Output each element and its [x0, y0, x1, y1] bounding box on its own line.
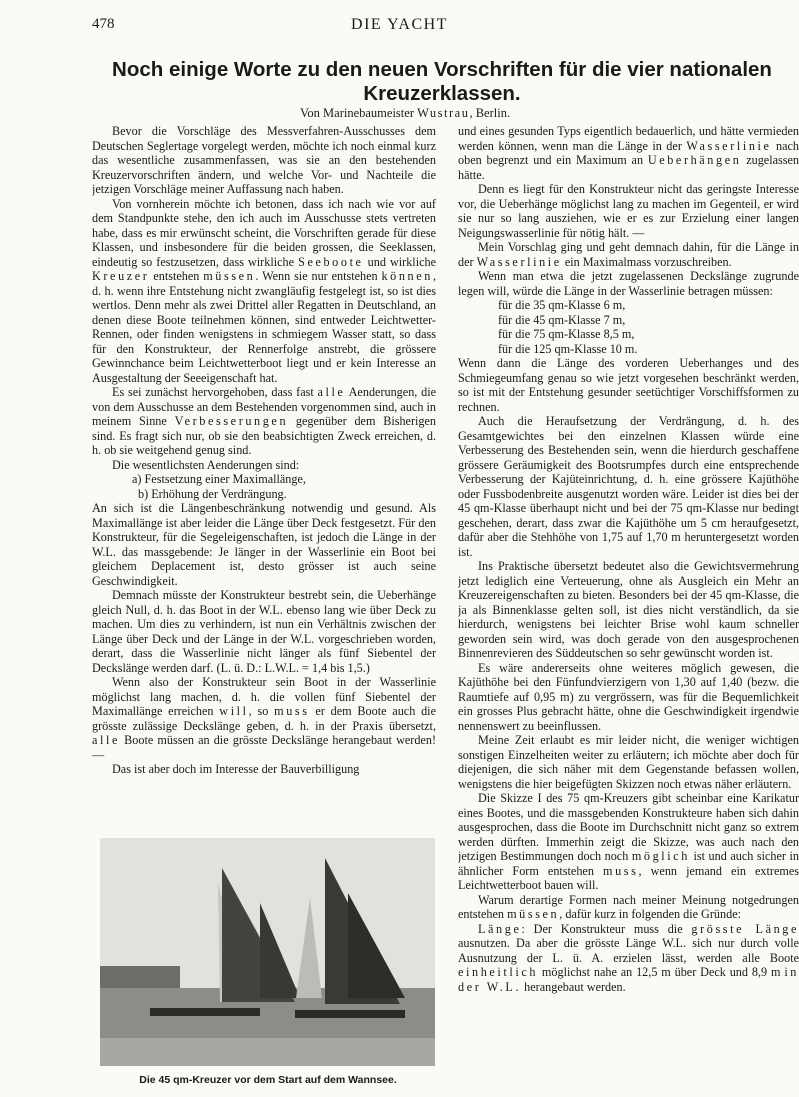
text-run: , wenn jemand ein extremes Leichtwetterboot bauen will. — [458, 863, 799, 892]
paragraph — [92, 385, 436, 458]
paragraph — [458, 240, 799, 269]
emphasis: grösste Länge — [691, 921, 799, 936]
paragraph: An sich ist die Längenbeschränkung notwendig und gesund. Als Maximallänge ist aber leider die Länge über Deck festgesetzt. Für den Konstrukteur, für die Segeleigenschaften, ist jedoch die Länge in der W.L. das massgebende: Je länger in der Wasserlinie ein Boot bei gleichem Deplacement ist, desto grösser ist auch seine Geschwindigkeit. — [92, 501, 436, 588]
text-run: Von vornherein möchte ich betonen, dass ich nach wie vor auf dem Standpunkte stehe, den ich auch im Ausschusse stets vertreten habe, dass es mir erwünscht scheint, die Vorschriften gerade für diese Klassen, und insbesondere für die beiden grossen, die Seeklassen, eindeutig so festzusetzen, dass wirkliche — [92, 196, 436, 269]
text-run: zugelassen hätte. — [458, 153, 799, 182]
left-column — [92, 124, 436, 849]
paragraph: Wenn dann die Länge des vorderen Ueberhanges und des Schmiegeumfang genau so wie jetzt vorgesehen beschränkt werden, so ist mit der Entstehung gesunder seetüchtiger Vorschiffsformen zu rechnen. — [458, 356, 799, 414]
text-run: ist und auch sicher in ähnlicher Form entstehen — [458, 849, 799, 878]
sailboats-illustration — [100, 838, 435, 1066]
text-run: , d. h. wenn ihre Entstehung nicht zwangläufig festgelegt ist, so ist dies wertlos. Denn mehr als zwei Drittel aller Regatten in Deutschland, an denen diese Boote teilnehmen können, sind entweder Leichtwetter-Rennen, oder finden wenigstens in schmiegem Wasser statt, so dass für den Konstrukteur, der Rennerfolge anstrebt, die grössere Gewinnchance beim Leichtwetterboot liegt und er kein Interesse an Ausgestaltung der Seeeigenschaft hat. — [92, 269, 436, 385]
emphasis: Länge — [478, 921, 522, 936]
paragraph — [458, 922, 799, 995]
text-run: Boote müssen an die grösste Deckslänge herangebaut werden! — — [92, 733, 436, 762]
text-run: entstehen — [149, 269, 204, 283]
emphasis: können — [381, 269, 433, 283]
byline-author: Wustrau — [417, 106, 470, 120]
emphasis: möglich — [631, 849, 690, 863]
paragraph: Meine Zeit erlaubt es mir leider nicht, die weniger wichtigen sonstigen Einzelheiten weiter zu erläutern; ich möchte aber doch für diejenigen, die sich näher mit dem Gegenstande befassen wollen, wenigstens die hier beigefügten Skizzen noch etwas näher erläutern. — [458, 733, 799, 791]
emphasis: Kreuzer — [92, 269, 150, 283]
list-item: b) Erhöhung der Verdrängung. — [138, 486, 287, 501]
text-run: ausnutzen. Da aber die grösste Länge W.L. sich nur durch volle Ausnutzung der L. ü. A. erzielen lässt, werden alle Boote — [458, 936, 799, 965]
paragraph: Die wesentlichsten Aenderungen sind: — [112, 457, 300, 472]
text-run: er dem Boote auch die grösste zulässige Deckslänge geben, d. h. in der Praxis übersetzt, — [92, 704, 436, 733]
emphasis: in der W.L. — [458, 965, 799, 994]
byline-suffix: , Berlin. — [469, 106, 511, 120]
photo-caption: Die 45 qm-Kreuzer vor dem Start auf dem Wannsee. — [139, 1074, 397, 1086]
regatta-photo — [100, 838, 435, 1066]
emphasis: Ueberhängen — [647, 153, 742, 167]
text-run: Aenderungen, die von dem Ausschusse an dem Bestehenden vorgenommen sind, auch in meinem Sinne — [92, 385, 436, 428]
text-run: , so — [248, 704, 275, 718]
paragraph: Denn es liegt für den Konstrukteur nicht das geringste Interesse vor, die Ueberhänge möglichst lang zu machen im Gegenteil, er wird sie nur so lang ausziehen, wie er es zur Erzielung einer langen Neigungswasserlinie für nötig hält. — — [458, 182, 799, 240]
right-column — [458, 124, 799, 1089]
emphasis: Seeboote — [298, 254, 364, 269]
text-run: Mein Vorschlag ging und geht demnach dahin, für die Länge in der — [458, 240, 799, 269]
paragraph: Wenn man etwa die jetzt zugelassenen Deckslänge zugrunde legen will, würde die Länge in der Wasserlinie betragen müssen: — [458, 269, 799, 298]
paragraph — [458, 791, 799, 893]
list-item: für die 35 qm-Klasse 6 m, — [498, 298, 626, 312]
paragraph — [458, 124, 799, 182]
list-item: für die 75 qm-Klasse 8,5 m, — [498, 327, 635, 341]
article-title: Noch einige Worte zu den neuen Vorschriften für die vier nationalen Kreuzerklassen. — [112, 58, 772, 105]
text-run: . Wenn sie nur entstehen — [255, 269, 382, 283]
emphasis: muss — [603, 863, 639, 878]
text-run: herangebaut werden. — [521, 979, 626, 994]
text-run: ein Maximalmass vorzuschreiben. — [561, 254, 732, 269]
paragraph: Demnach müsste der Konstrukteur bestrebt sein, die Ueberhänge gleich Null, d. h. das Boot in der W.L. ebenso lang wie über Deck zu machen. Um dies zu verhindern, ist nun ein Verhältnis zwischen der Länge über Deck und der Länge in der W.L. vorgeschrieben worden, derart, dass die Wasserlinie nicht länger als fünf Siebentel der Deckslänge werden darf. (L. ü. D.: L.W.L. = 1,4 bis 1,5.) — [92, 588, 436, 675]
boat-hull — [150, 1008, 260, 1016]
emphasis: alle — [92, 733, 120, 747]
text-run: nach oben begrenzt und ein Maximum an — [458, 138, 799, 167]
text-run: Wenn also der Konstrukteur sein Boot in der Wasserlinie möglichst lang machen, d. h. die vollen fünf Siebentel der Maximallänge erreichen — [92, 675, 436, 718]
text-run: und wirkliche — [363, 254, 436, 269]
page-number: 478 — [92, 16, 115, 32]
list-item: für die 125 qm-Klasse 10 m. — [498, 341, 638, 356]
boat-hull — [295, 1010, 405, 1018]
emphasis: Verbesserungen — [174, 414, 289, 428]
foreground-water — [100, 1038, 435, 1066]
byline — [300, 106, 510, 121]
paragraph — [92, 197, 436, 386]
paragraph: Bevor die Vorschläge des Messverfahren-Ausschusses dem Deutschen Seglertage vorgelegt werden, möchte ich noch einmal kurz das wesentliche zusammenfassen, was sie an den bestehenden Kreuzervorschriften ändern, und welche Vor- und Nachteile die jetzigen Vorschläge meiner Auffassung nach haben. — [92, 124, 436, 196]
emphasis: müssen — [203, 269, 256, 283]
emphasis: einheitlich — [458, 965, 539, 979]
text-run: , dafür kurz in folgenden die Gründe: — [559, 907, 741, 921]
text-run: Es sei zunächst hervorgehoben, dass fast — [112, 385, 318, 399]
paragraph: Es wäre andererseits ohne weiteres möglich gewesen, die Kajüthöhe bei den Fünfundvierzigern von 1,30 auf 1,40 (bezw. die Raumtiefe auf 0,95 m) zu vergrössern, was für die Bequemlichkeit ein grosses Plus gebracht hätte, ohne die Geschwindigkeit irgendwie nennenswert zu beeinflussen. — [458, 660, 799, 733]
emphasis: Wasserlinie — [686, 138, 772, 153]
paragraph: Das ist aber doch im Interesse der Bauverbilligung — [112, 762, 360, 776]
shoreline — [100, 966, 180, 988]
emphasis: muss — [274, 704, 310, 718]
text-run: Warum derartige Formen nach meiner Meinung notgedrungen entstehen — [458, 892, 799, 921]
text-run: möglichst nahe an 12,5 m über Deck und 8,9 m — [538, 965, 785, 979]
list-item: a) Festsetzung einer Maximallänge, — [132, 472, 306, 486]
paragraph: Auch die Heraufsetzung der Verdrängung, d. h. des Gesamtgewichtes bei den einzelnen Klassen würde eine Verbesserung des Bestehenden sein, wenn die hierdurch geschaffene grössere Geräumigkeit des Bootsrumpfes durch eine entsprechende Verbesserung der Kajüteinrichtung, d. h. eine grössere Kajüthöhe oder Fussbodenbreite ausgenutzt worden wäre. Leider ist dies bei der 45 qm-Klasse überhaupt nicht und bei der 75 qm-Klasse nur bedingt geschehen, derart, dass zwar die Kajüthöhe um 5 cm heraufgesetzt, dafür aber die Stehhöhe von 1,75 auf 1,70 m heruntergesetzt worden ist. — [458, 414, 799, 559]
paragraph — [92, 675, 436, 762]
byline-prefix: Von Marinebaumeister — [300, 106, 418, 120]
running-head: DIE YACHT — [351, 16, 448, 33]
paragraph — [458, 893, 799, 922]
text-run: gegenüber dem Bisherigen sind. Es fragt sich nur, ob sie den beabsichtigten Zweck erreichen, d. h. ob sie weitgehend genug sind. — [92, 414, 436, 457]
text-run: : Der Konstrukteur muss die — [521, 921, 692, 936]
text-run: und eines gesunden Typs eigentlich bedauerlich, und hätte vermieden werden können, wenn man die Länge in der — [458, 124, 799, 153]
paragraph: Ins Praktische übersetzt bedeutet also die Gewichtsvermehrung jetzt lediglich eine Verteuerung, ohne als Ausgleich ein Mehr an Kreuzereigenschaften zu bieten. Besonders bei der 45 qm-Klasse, die ja als Binnenklasse gelten soll, ist dies nicht verständlich, da sie hierdurch, wenigstens bei leichter Brise wohl kaum schneller geworden sein wird, was doch gerade von den ausgesprochenen Binnenrevieren des Süddeutschen so sehr gewünscht worden ist. — [458, 559, 799, 660]
emphasis: alle — [317, 385, 346, 399]
text-run: Die Skizze I des 75 qm-Kreuzers gibt scheinbar eine Karikatur eines Bootes, und die massgebenden Konstrukteure haben sich dahin ausgesprochen, dass die Boote im Durchschnitt nicht ganz so extrem werden dürften. Immerhin zeigt die Skizze, was auch nach den jetzigen Bestimmungen doch noch — [458, 791, 799, 863]
emphasis: will — [219, 704, 249, 718]
list-item: für die 45 qm-Klasse 7 m, — [498, 312, 626, 327]
emphasis: Wasserlinie — [476, 254, 562, 269]
emphasis: müssen — [507, 907, 560, 921]
